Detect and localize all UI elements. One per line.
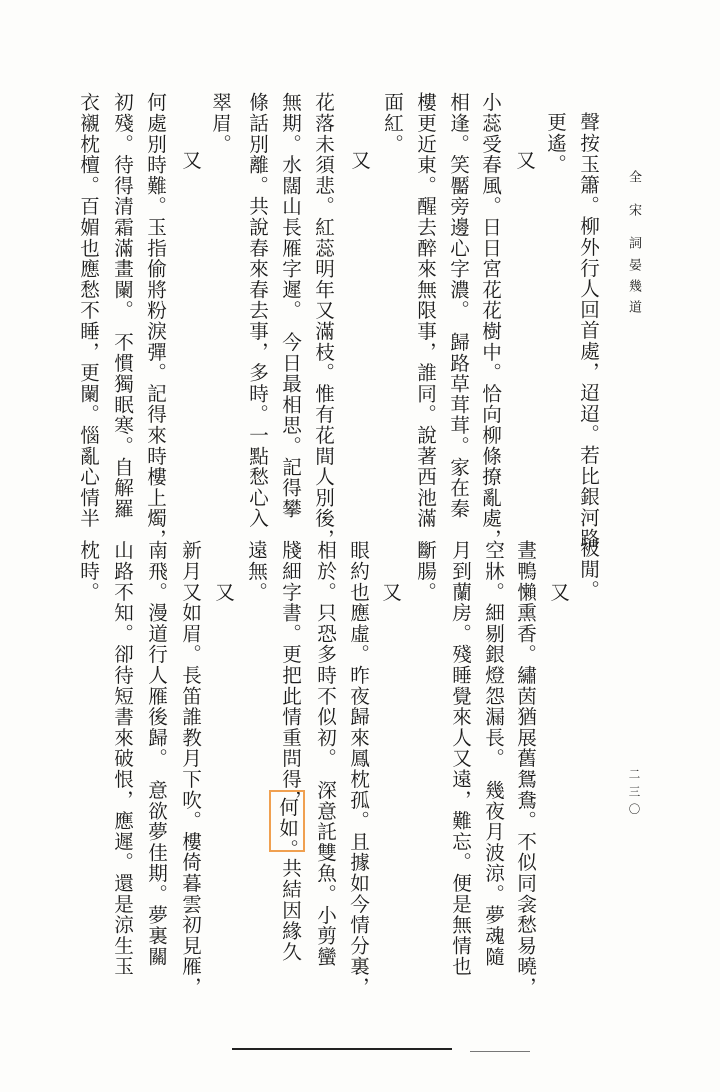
top-line-16: 衣襯枕檀。百媚也應愁不睡，更闌。惱亂心情半: [76, 92, 100, 529]
top-line-13: 又: [178, 150, 202, 171]
bottom-line-16: 枕時。: [76, 540, 100, 603]
header-title: 全 宋 詞: [626, 170, 641, 258]
bottom-line-12: 又: [211, 582, 235, 603]
bottom-line-9: 相於。只恐多時不似初。 深意託雙魚。小剪蠻: [313, 540, 337, 967]
top-line-10: 無期。水闊山長雁字遲。 今日最相思。記得攀: [278, 92, 302, 519]
bottom-line-15: 山路不知。卻待短書來破恨，應遲。還是涼生玉: [110, 540, 134, 977]
header-author: 晏幾道: [626, 258, 641, 321]
top-line-7: 面紅。: [380, 92, 404, 155]
bottom-line-10-c: 共結因緣久: [278, 858, 302, 962]
bottom-line-7: 又: [378, 582, 402, 603]
top-line-8: 又: [347, 150, 371, 171]
top-line-6: 樓更近東。醒去醉來無限事，誰同。說著西池滿: [413, 92, 437, 529]
bottom-line-3: 晝鴨懶熏香。繡茵猶展舊鴛鴦。不似同衾愁易曉，: [513, 540, 537, 998]
bottom-rule: [232, 1048, 452, 1050]
page-number: 二三〇: [627, 768, 642, 821]
bottom-line-13: 新月又如眉。長笛誰教月下吹。樓倚暮雲初見雁，: [178, 540, 202, 998]
bottom-line-10-b: 何如。: [275, 797, 299, 860]
bottom-line-5: 月到蘭房。殘睡覺來人又遠，難忘。便是無情也: [448, 540, 472, 977]
bottom-line-10: 牋細字書。更把此情重問得，: [278, 540, 302, 811]
top-line-1: 聲按玉簫。柳外行人回首處，迢迢。若比銀河路: [576, 112, 600, 549]
bottom-line-8: 眼約也應虛。昨夜歸來鳳枕孤。且據如今情分裏，: [346, 540, 370, 998]
top-line-4: 小蕊受春風。日日宮花花樹中。恰向柳條撩亂處，: [478, 92, 502, 550]
bottom-line-4: 空牀。細剔銀燈怨漏長。 幾夜月波涼。夢魂隨: [481, 540, 505, 967]
top-line-2: 更遙。: [543, 112, 567, 175]
top-line-14: 何處別時難。玉指偷將粉淚彈。記得來時樓上燭，: [143, 92, 167, 550]
highlight-box: [269, 790, 305, 852]
top-line-12: 翠眉。: [208, 92, 232, 155]
bottom-rule-short: [470, 1051, 530, 1052]
top-line-9: 花落未須悲。紅蕊明年又滿枝。惟有花間人別後，: [311, 92, 335, 550]
bottom-line-11: 遠無。: [244, 540, 268, 603]
top-line-5: 相逢。笑靨旁邊心字濃。 歸路草茸茸。家在秦: [446, 92, 470, 519]
bottom-line-2: 又: [546, 582, 570, 603]
bottom-line-6: 斷腸。: [413, 540, 437, 603]
top-line-15: 初殘。待得清霜滿畫闌。 不慣獨眠寒。自解羅: [110, 92, 134, 519]
bottom-line-14: 南飛。漫道行人雁後歸。 意欲夢佳期。夢裏關: [144, 540, 168, 967]
bottom-line-1: 被閒。: [576, 538, 600, 601]
top-line-11: 條話別離。共說春來春去事，多時。一點愁心入: [245, 92, 269, 529]
top-line-3: 又: [512, 150, 536, 171]
